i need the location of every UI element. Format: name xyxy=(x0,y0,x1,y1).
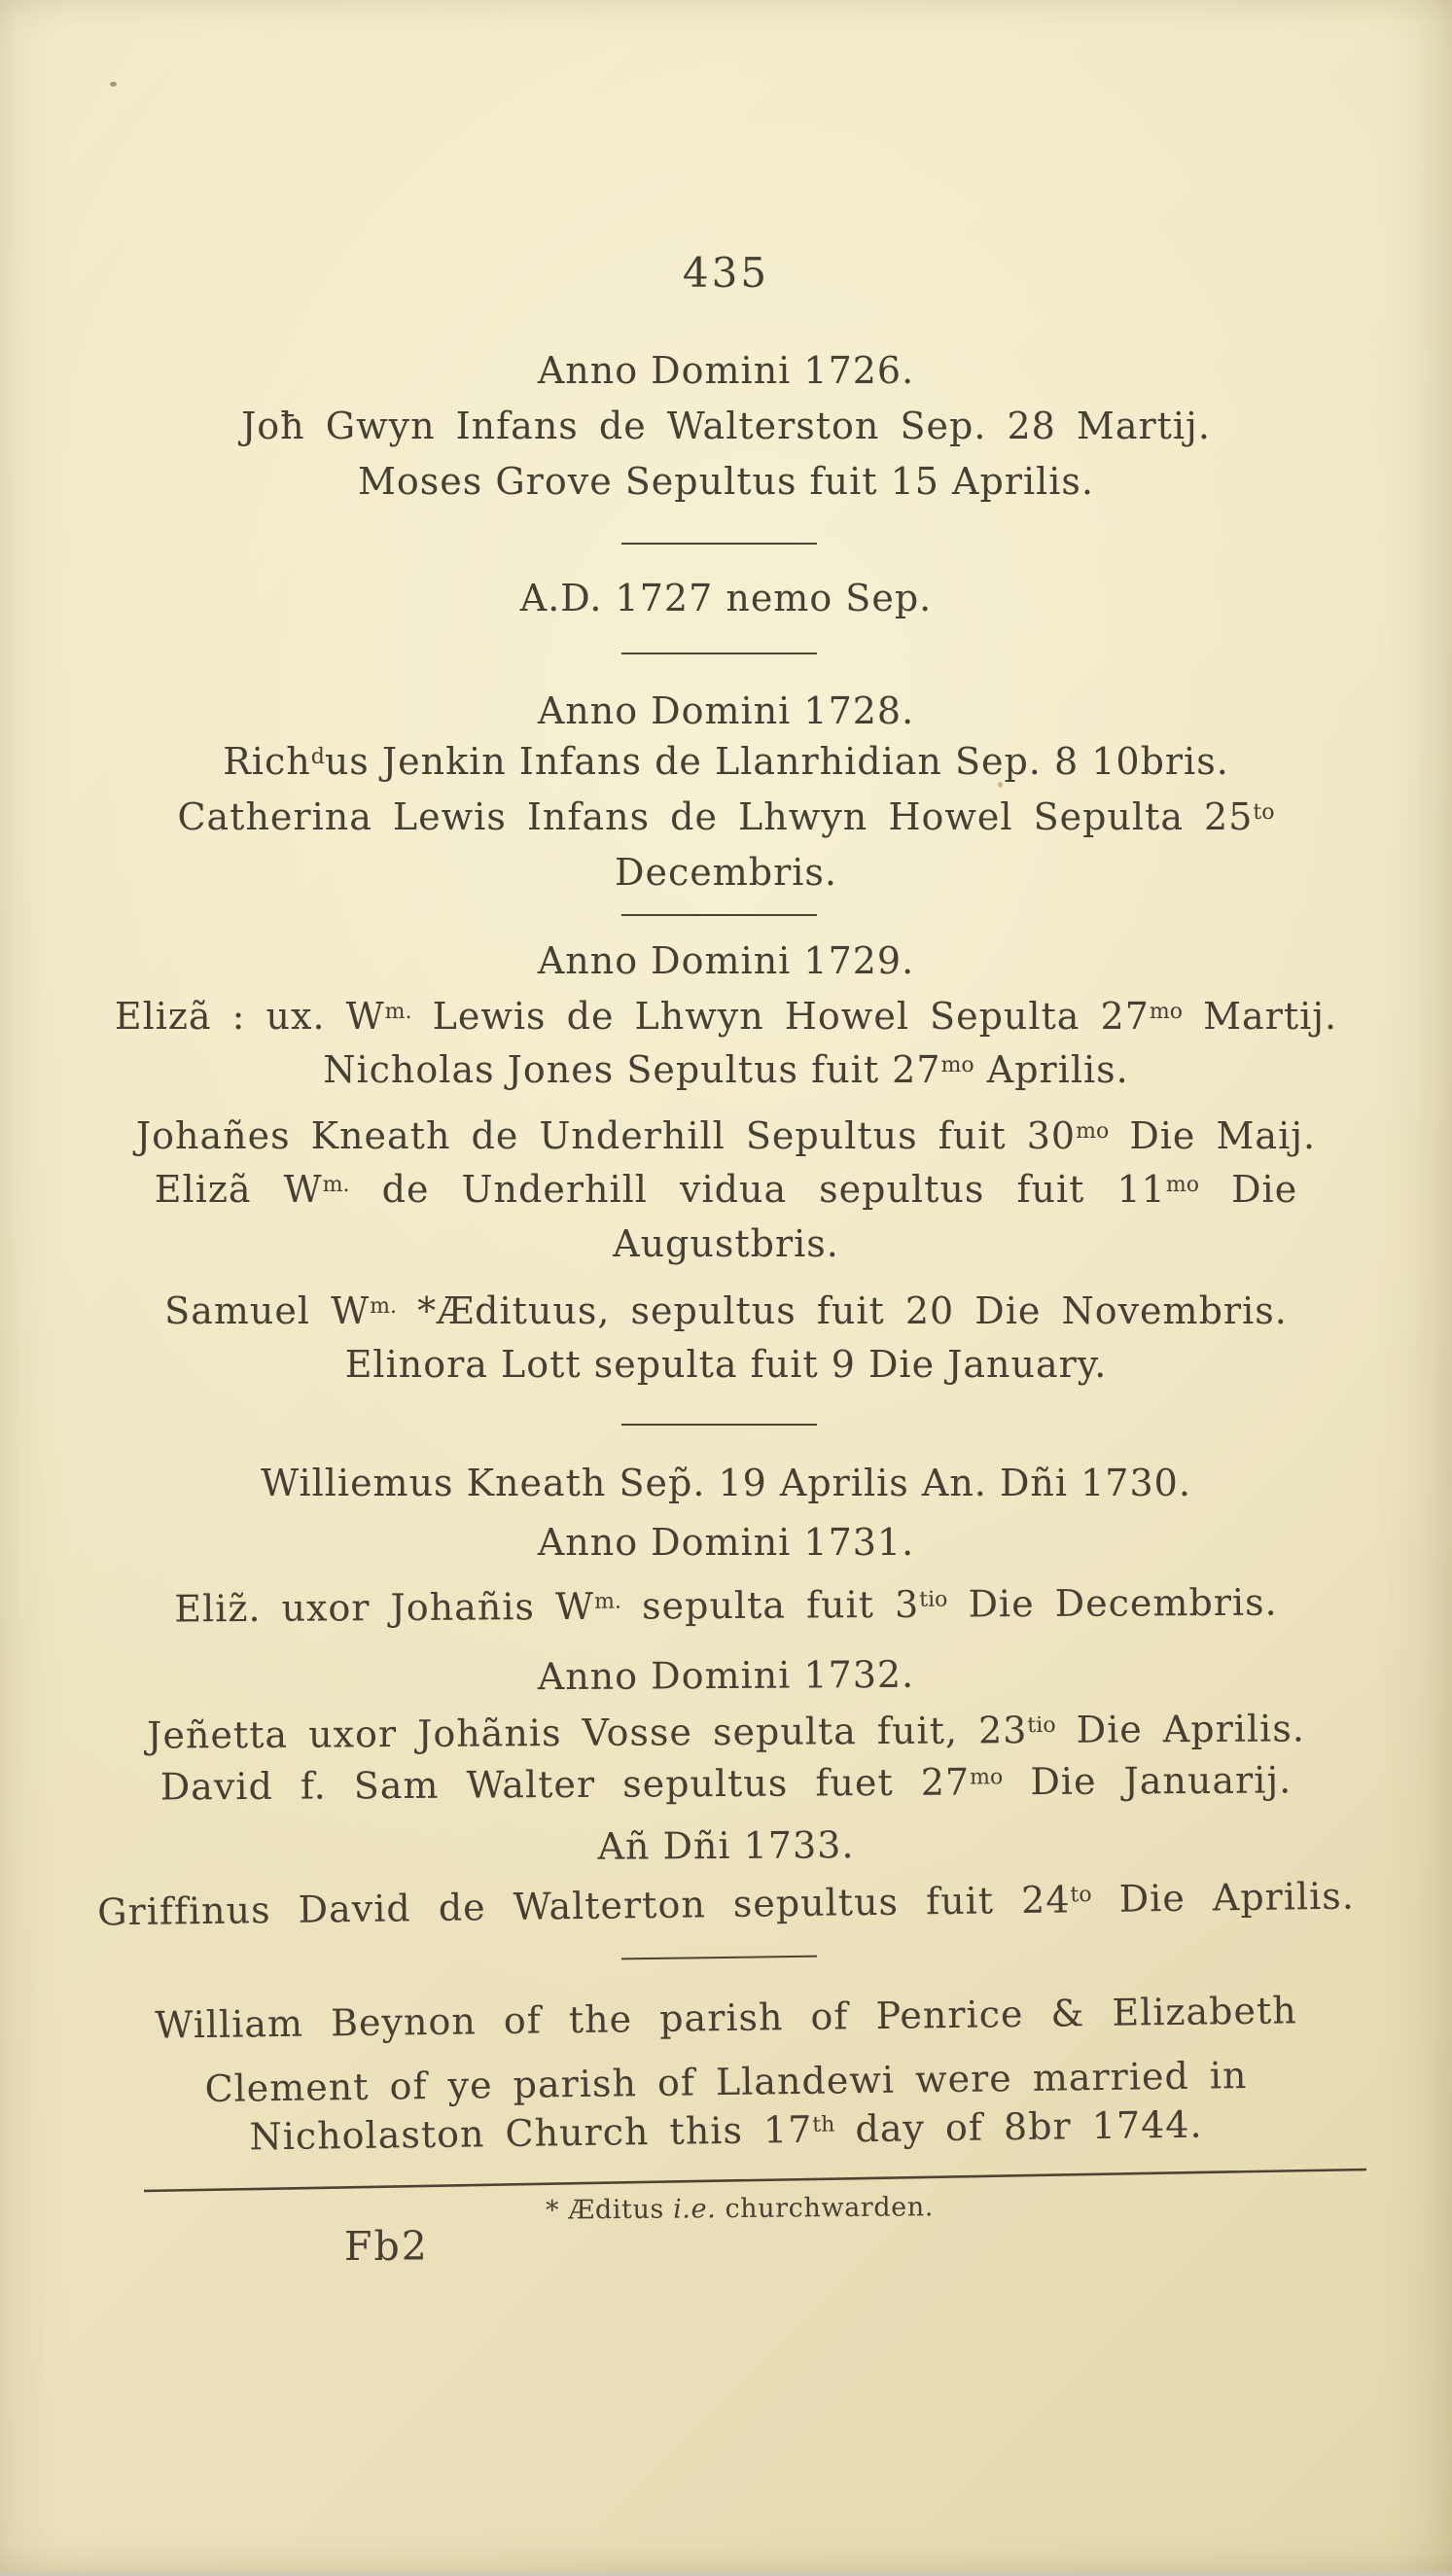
year-heading-1732: Anno Domini 1732. xyxy=(537,1652,915,1699)
record-line: Rich$^d$us Jenkin Infans de Llanrhidian Sep. 8 10bris. xyxy=(223,740,1229,783)
record-line: Moses Grove Sepultus fuit 15 Aprilis. xyxy=(357,460,1095,503)
year-heading-1726: Anno Domini 1726. xyxy=(537,349,915,392)
record-line: Elizã $W^{m.}$ de Underhill vidua sepultus fuit $11^{mo}$ Die xyxy=(154,1168,1298,1211)
record-line: Nicholas Jones Sepultus fuit $27^{mo}$ Aprilis. xyxy=(323,1048,1129,1091)
page-number: 435 xyxy=(682,249,770,297)
year-heading-1731: Anno Domini 1731. xyxy=(537,1521,915,1564)
marriage-record-line: William Beynon of the parish of Penrice & Elizabeth xyxy=(155,1989,1297,2047)
record-line: Williemus Kneath Sep̃. 19 Aprilis An. Dñi 1730. xyxy=(261,1462,1191,1504)
record-line: Elinora Lott sepulta fuit 9 Die January. xyxy=(344,1343,1108,1386)
section-divider xyxy=(621,543,817,545)
footnote-text: * Æditus i.e. churchwarden. xyxy=(545,2192,935,2226)
year-heading-1727: A.D. 1727 nemo Sep. xyxy=(519,577,933,619)
year-heading-1728: Anno Domini 1728. xyxy=(537,689,915,732)
marriage-record-line: Clement of ye parish of Llandewi were married in xyxy=(204,2053,1248,2111)
section-divider xyxy=(621,1424,817,1426)
record-line: David f. Sam Walter sepultus fuet $27^{mo}$ Die Januarij. xyxy=(159,1758,1293,1809)
record-line: Griffinus David de Walterton sepultus fuit $24^{to}$ Die Aprilis. xyxy=(96,1874,1356,1934)
signature-mark: Fb2 xyxy=(344,2223,429,2270)
record-line: Catherina Lewis Infans de Lhwyn Howel Sepulta $25^{to}$ xyxy=(177,795,1275,838)
record-line: Samuel $W^{m.}$ *Ædituus, sepultus fuit 20 Die Novembris. xyxy=(164,1289,1288,1332)
marriage-record-line: Nicholaston Church this 17th day of 8br 1744. xyxy=(249,2102,1203,2159)
record-line-continuation: Decembris. xyxy=(615,851,837,894)
year-heading-1733: Añ Dñi 1733. xyxy=(597,1823,855,1868)
section-divider xyxy=(621,914,817,916)
record-line: Jeñetta uxor Johãnis Vosse sepulta fuit, $23^{tio}$ Die Aprilis. xyxy=(147,1707,1305,1757)
record-line-continuation: Augustbris. xyxy=(613,1222,839,1265)
record-line: Elizã : ux. $W^{m.}$ Lewis de Lhwyn Howel Sepulta $27^{mo}$ Martij. xyxy=(114,995,1338,1038)
record-line: Joħ Gwyn Infans de Walterston Sep. 28 Martij. xyxy=(241,405,1211,447)
record-line: Johañes Kneath de Underhill Sepultus fuit $30^{mo}$ Die Maij. xyxy=(135,1114,1317,1157)
paper-speck xyxy=(110,82,117,87)
record-line: Eliz̃. uxor Johañis $W^{m.}$ sepulta fuit $3^{tio}$ Die Decembris. xyxy=(174,1580,1278,1631)
year-heading-1729: Anno Domini 1729. xyxy=(537,939,915,982)
section-divider xyxy=(621,653,817,654)
section-divider xyxy=(621,1956,817,1960)
